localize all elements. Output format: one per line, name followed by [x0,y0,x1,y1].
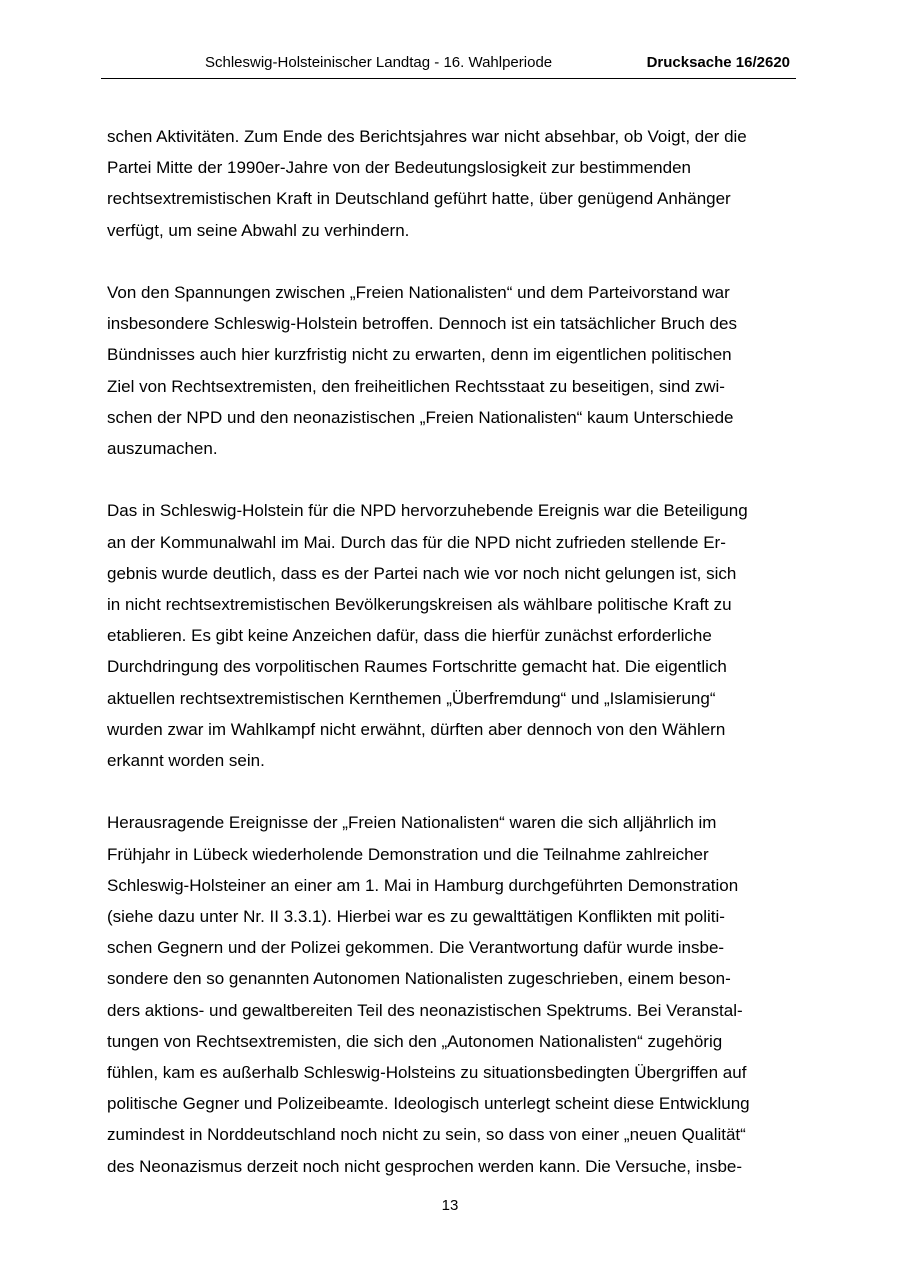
page-number: 13 [441,1197,459,1214]
text-line: auszumachen. [107,439,218,459]
text-line: gebnis wurde deutlich, dass es der Partei nach wie vor noch nicht gelungen ist, sich [107,563,737,583]
text-line: erkannt worden sein. [107,751,265,771]
text-line: zumindest in Norddeutschland noch nicht zu sein, so dass von einer „neuen Qualität“ [107,1125,746,1145]
text-line: Schleswig-Holsteiner an einer am 1. Mai in Hamburg durchgeführten Demonstration [107,875,739,895]
text-line: (siehe dazu unter Nr. II 3.3.1). Hierbei war es zu gewalttätigen Konflikten mit politi- [107,907,725,927]
text-line: aktuellen rechtsextremistischen Kernthemen „Überfremdung“ und „Islamisierung“ [107,688,716,708]
text-line: Das in Schleswig-Holstein für die NPD hervorzuhebende Ereignis war die Beteiligung [107,501,748,521]
text-line: tungen von Rechtsextremisten, die sich den „Autonomen Nationalisten“ zugehörig [107,1031,723,1051]
text-line: politische Gegner und Polizeibeamte. Ideologisch unterlegt scheint diese Entwicklung [107,1094,750,1114]
text-line: etablieren. Es gibt keine Anzeichen dafür, dass die hierfür zunächst erforderliche [107,626,712,646]
text-line: Von den Spannungen zwischen „Freien Nationalisten“ und dem Parteivorstand war [107,283,730,302]
document-number: Drucksache 16/2620 [646,54,790,71]
text-line: rechtsextremistischen Kraft in Deutschland geführt hatte, über genügend Anhänger [107,189,731,209]
text-line: schen Gegnern und der Polizei gekommen. Die Verantwortung dafür wurde insbe- [107,938,725,958]
text-line: Durchdringung des vorpolitischen Raumes Fortschritte gemacht hat. Die eigentlich [107,657,727,677]
text-line: ders aktions- und gewaltbereiten Teil des neonazistischen Spektrums. Bei Veranstal- [107,1000,743,1020]
text-line: wurden zwar im Wahlkampf nicht erwähnt, dürften aber dennoch von den Wählern [107,719,726,739]
document-body [107,121,797,1213]
text-line: schen Aktivitäten. Zum Ende des Berichtsjahres war nicht absehbar, ob Voigt, der die [107,127,747,146]
text-line: schen der NPD und den neonazistischen „Freien Nationalisten“ kaum Unterschiede [107,407,734,427]
text-line: sondere den so genannten Autonomen Nationalisten zugeschrieben, einem beson- [107,969,731,989]
text-line: Partei Mitte der 1990er-Jahre von der Bedeutungslosigkeit zur bestimmenden [107,158,691,178]
text-line: insbesondere Schleswig-Holstein betroffen. Dennoch ist ein tatsächlicher Bruch des [107,314,737,334]
paragraph-4 [107,807,797,1181]
text-line: des Neonazismus derzeit noch nicht gesprochen werden kann. Die Versuche, insbe- [107,1156,743,1176]
text-line: Herausragende Ereignisse der „Freien Nationalisten“ waren die sich alljährlich im [107,813,717,833]
text-line: Bündnisses auch hier kurzfristig nicht zu erwarten, denn im eigentlichen politischen [107,345,732,365]
text-line: an der Kommunalwahl im Mai. Durch das für die NPD nicht zufrieden stellende Er- [107,532,726,552]
paragraph-2 [107,277,797,464]
text-line: in nicht rechtsextremistischen Bevölkerungskreisen als wählbare politische Kraft zu [107,595,732,615]
paragraph-1 [107,121,797,246]
text-line: Frühjahr in Lübeck wiederholende Demonstration und die Teilnahme zahlreicher [107,844,709,864]
page-header [101,52,796,79]
text-line: Ziel von Rechtsextremisten, den freiheitlichen Rechtsstaat zu beseitigen, sind zwi- [107,376,725,396]
paragraph-3 [107,495,797,776]
text-line: fühlen, kam es außerhalb Schleswig-Holsteins zu situationsbedingten Übergriffen auf [107,1063,747,1083]
header-title: Schleswig-Holsteinischer Landtag - 16. Wahlperiode [205,54,553,71]
text-line: verfügt, um seine Abwahl zu verhindern. [107,220,410,240]
